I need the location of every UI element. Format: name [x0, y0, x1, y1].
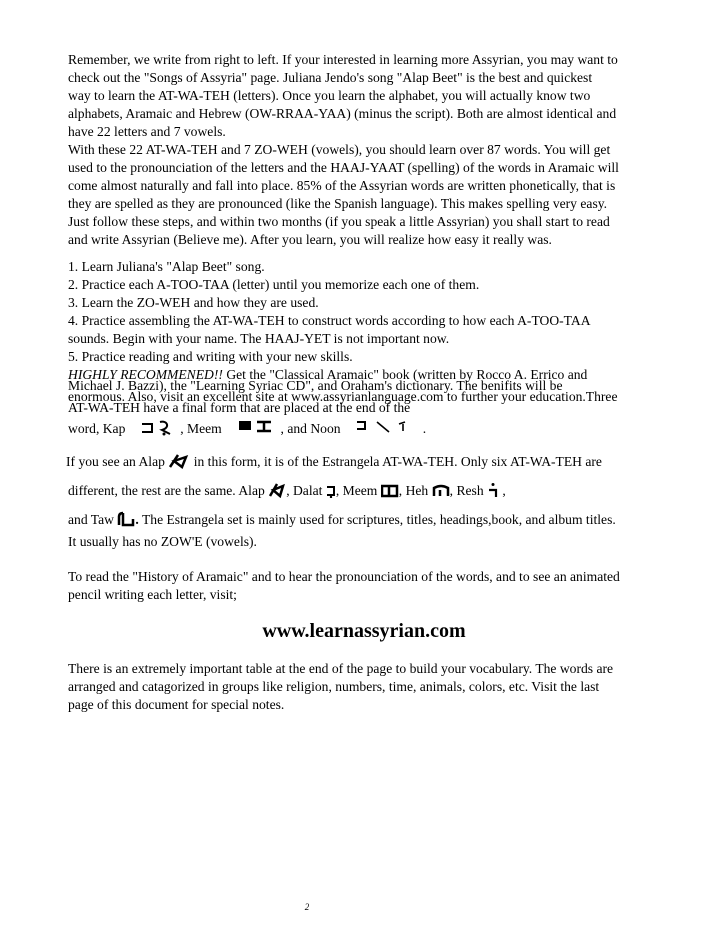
- paragraph-line: and write Assyrian (Believe me). After you learn, you will realize how easy it really was.: [68, 232, 552, 247]
- step-item: 5. Practice reading and writing with your new skills.: [68, 349, 353, 364]
- estrangela-line: It usually has no ZOW'E (vowels).: [68, 534, 257, 549]
- closing-line: arranged and catagorized in groups like religion, numbers, time, animals, colors, etc. Visit the last: [68, 679, 600, 694]
- paragraph-line: alphabets, Aramaic and Hebrew (OW-RRAA-YAA) (minus the script). Both are almost identical and: [68, 106, 617, 121]
- step-item: 3. Learn the ZO-WEH and how they are used.: [68, 295, 319, 310]
- estrangela-text: and Taw: [68, 512, 114, 527]
- page-number: 2: [304, 902, 310, 912]
- recommend-line: enormous. Also, visit an excellent site at www.assyrianlanguage.com to further your education.Three: [68, 389, 618, 404]
- meem-label: , Meem: [180, 421, 222, 436]
- estrangela-dalat-icon: [326, 484, 336, 498]
- step-item: sounds. Begin with your name. The HAAJ-YET is not important now.: [68, 331, 450, 346]
- estrangela-text: If you see an Alap: [66, 454, 165, 469]
- syriac-meem-glyphs: [237, 418, 281, 436]
- paragraph-line: Just follow these steps, and within two months (if you speak a little Assyrian) you shall start to read: [68, 214, 610, 229]
- estrangela-heh-icon: [432, 484, 450, 498]
- closing-line: page of this document for special notes.: [68, 697, 285, 712]
- estrangela-text: , Meem: [335, 483, 378, 498]
- estrangela-text: different, the rest are the same. Alap: [68, 483, 265, 498]
- estrangela-alap-icon: [268, 482, 286, 498]
- paragraph-line: way to learn the AT-WA-TEH (letters). Once you learn the alphabet, you will actually know two: [68, 88, 591, 103]
- estrangela-text: , Resh: [449, 483, 484, 498]
- estrangela-text: The Estrangela set is mainly used for scriptures, titles, headings,book, and album titles.: [138, 512, 616, 527]
- step-item: 1. Learn Juliana's "Alap Beet" song.: [68, 259, 265, 274]
- final-period: .: [422, 421, 427, 436]
- estrangela-meem-icon: [381, 484, 399, 498]
- estrangela-taw-icon: [117, 511, 135, 527]
- recommend-line: Michael J. Bazzi), the "Learning Syriac CD", and Oraham's dictionary. The benifits will be: [68, 378, 563, 393]
- recommend-text: Get the "Classical Aramaic" book (written by Rocco A. Errico and: [222, 367, 588, 382]
- estrangela-line: [66, 453, 602, 471]
- paragraph-line: Remember, we write from right to left. If your interested in learning more Assyrian, you may want to: [68, 52, 618, 67]
- paragraph-line: come almost naturally and fall into place. 85% of the Assyrian words are written phonetically, that is: [68, 178, 616, 193]
- estrangela-text: ,: [499, 483, 506, 498]
- kap-label: word, Kap: [68, 421, 126, 436]
- syriac-kap-glyphs: [140, 418, 180, 436]
- syriac-noon-glyphs: [355, 416, 419, 436]
- closing-line: There is an extremely important table at the end of the page to build your vocabulary. The words are: [68, 661, 614, 676]
- paragraph-line: they are spelled as they are pronounced (like the Spanish language). This makes spelling very easy.: [68, 196, 608, 211]
- history-line: pencil writing each letter, visit;: [68, 587, 237, 602]
- estrangela-resh-icon: [487, 482, 499, 498]
- paragraph-line: check out the "Songs of Assyria" page. Juliana Jendo's song "Alap Beet" is the best and quickest: [68, 70, 593, 85]
- estrangela-text: , Heh: [398, 483, 429, 498]
- noon-label: , and Noon: [280, 421, 341, 436]
- recommend-emphasis: HIGHLY RECOMMENED!!: [68, 367, 223, 382]
- step-item: 4. Practice assembling the AT-WA-TEH to construct words according to how each A-TOO-TAA: [68, 313, 591, 328]
- site-url: www.learnassyrian.com: [262, 620, 466, 642]
- estrangela-line: [68, 511, 616, 529]
- final-forms-line: [68, 416, 426, 438]
- estrangela-line: [68, 482, 506, 500]
- recommend-line: AT-WA-TEH have a final form that are placed at the end of the: [68, 400, 411, 415]
- paragraph-line: With these 22 AT-WA-TEH and 7 ZO-WEH (vowels), you should learn over 87 words. You will get: [68, 142, 611, 157]
- step-item: 2. Practice each A-TOO-TAA (letter) until you memorize each one of them.: [68, 277, 480, 292]
- estrangela-text: in this form, it is of the Estrangela AT-WA-TEH. Only six AT-WA-TEH are: [190, 454, 602, 469]
- estrangela-text: , Dalat: [286, 483, 323, 498]
- paragraph-line: used to the pronounciation of the letters and the HAAJ-YAAT (spelling) of the words in Aramaic will: [68, 160, 619, 175]
- estrangela-text: .: [135, 512, 139, 527]
- history-line: To read the "History of Aramaic" and to hear the pronounciation of the words, and to see an animated: [68, 569, 620, 584]
- paragraph-line: have 22 letters and 7 vowels.: [68, 124, 226, 139]
- estrangela-alap-icon: [168, 453, 190, 469]
